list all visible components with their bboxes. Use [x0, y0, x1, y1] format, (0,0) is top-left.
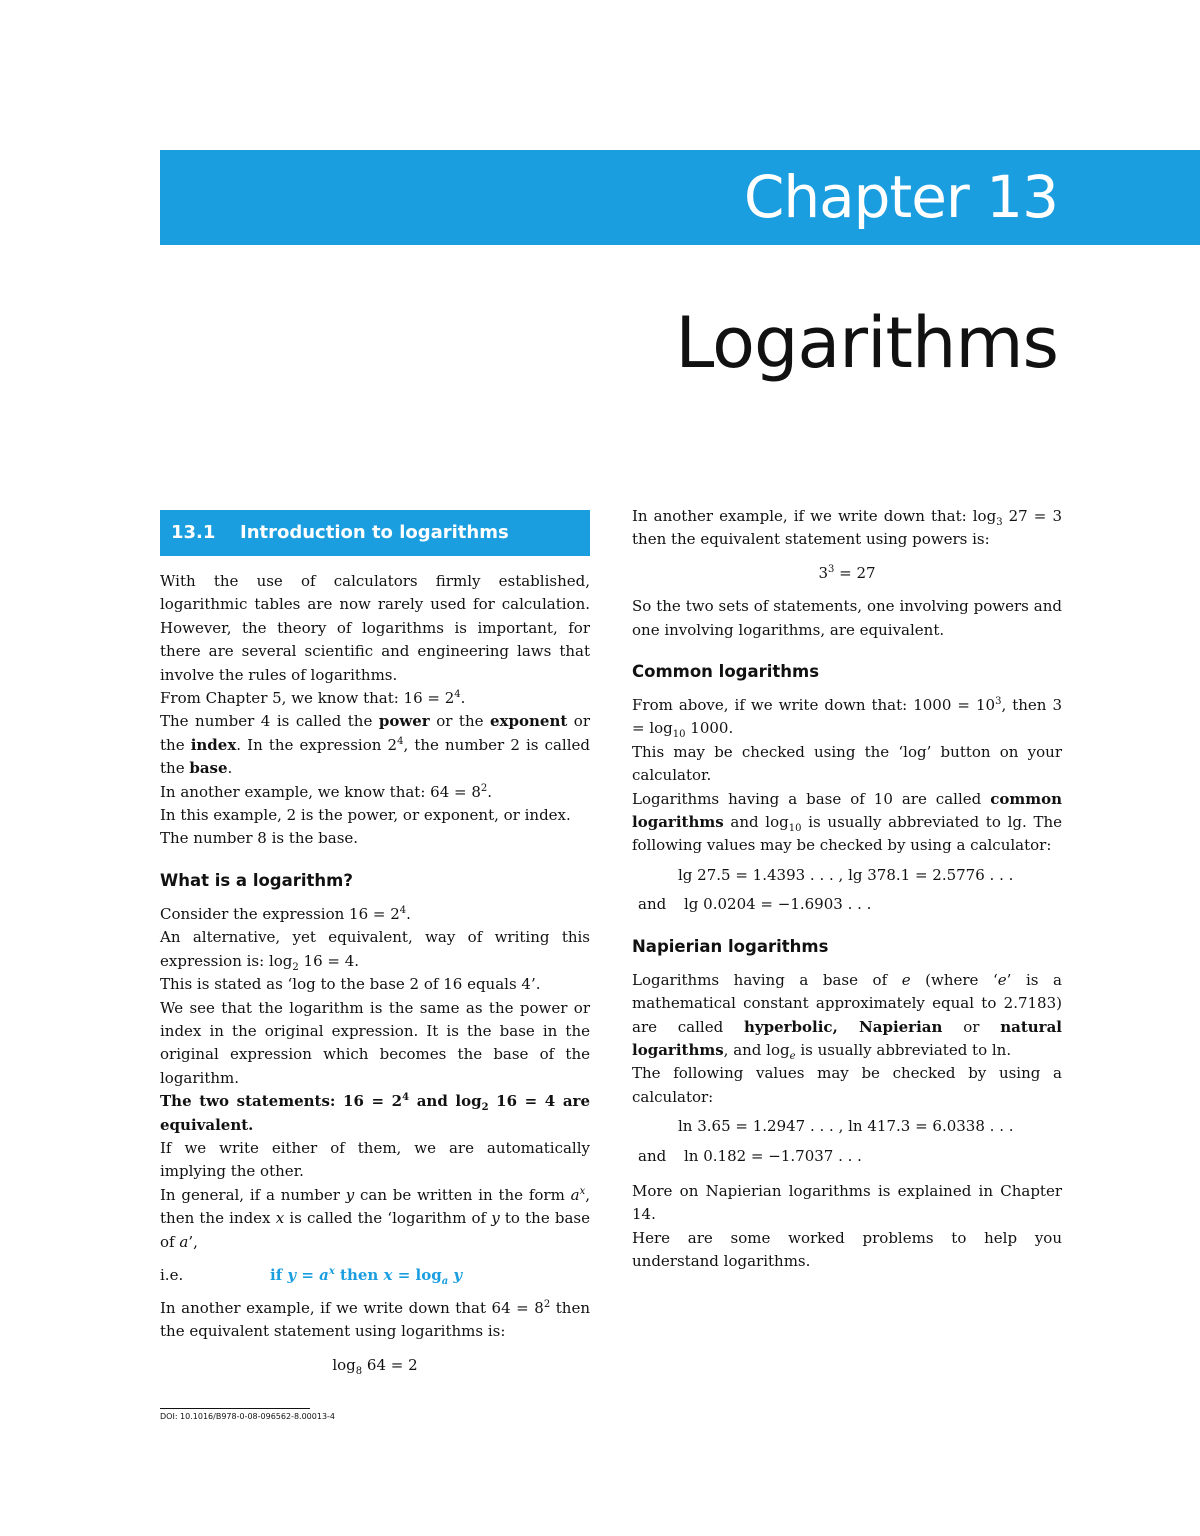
common-definition: Logarithms having a base of 10 are called common logarithms and $\log_{10}$ is usually abbreviated to lg. The following values may be checked by using a calculator:: [632, 789, 1062, 855]
napierian-logarithms-heading: Napierian logarithms: [632, 936, 829, 956]
chapter-title: Logarithms: [675, 302, 1058, 384]
chapter-banner: [160, 150, 1200, 245]
ln-values-line1: ln 3.65 = 1.2947 . . . , ln 417.3 = 6.0338 . . .: [678, 1117, 1014, 1136]
example-explanation: In this example, 2 is the power, or exponent, or index.: [160, 806, 571, 825]
rule-line: [160, 1264, 590, 1287]
more-napierian: More on Napierian logarithms is explained in Chapter 14.: [632, 1181, 1062, 1224]
alternative-statement: An alternative, yet equivalent, way of writing this expression is: $\log_2 16 = 4$.: [160, 928, 590, 973]
equation-log8: $\log_8 64 = 2$: [332, 1355, 418, 1377]
doi-footnote: DOI: 10.1016/B978-0-08-096562-8.00013-4: [160, 1412, 336, 1421]
section-number: 13.1: [171, 522, 216, 543]
example-64: In another example, we know that: $64 = 8^2$.: [160, 782, 493, 801]
general-definition: In general, if a number y can be written in the form $a^x$, then the index x is called the ‘logarithm of y to the base of a’,: [160, 1185, 590, 1251]
what-is-logarithm-heading: What is a logarithm?: [160, 870, 353, 890]
ln-values-line2: and ln 0.182 = −1.7037 . . .: [638, 1146, 862, 1165]
lg-values-line1: lg 27.5 = 1.4393 . . . , lg 378.1 = 2.5776 . . .: [678, 865, 1014, 884]
worked-problems-intro: Here are some worked problems to help you understand logarithms.: [632, 1228, 1062, 1271]
chapter5-statement: From Chapter 5, we know that: $16 = 2^4$.: [160, 689, 466, 708]
ie-label: i.e.: [160, 1265, 184, 1284]
napierian-definition: Logarithms having a base of e (where ‘e’ is a mathematical constant approximately equal to 2.7183) are called hyperbolic, Napierian or natural logarithms, and $\log_e$ is usually abbreviated to ln.: [632, 970, 1062, 1062]
right-column: [632, 505, 1062, 1274]
chapter-label: Chapter 13: [743, 163, 1058, 231]
section-heading: [160, 510, 590, 556]
equivalence-statement: The two statements: $16 = 2^4$ and $\log_2 16 = 4$ are equivalent.: [160, 1092, 590, 1134]
power-definition: The number 4 is called the power or the exponent or the index. In the expression $2^4$, the number 2 is called the base.: [160, 712, 591, 778]
lg-values-line2: and lg 0.0204 = −1.6903 . . .: [638, 895, 872, 914]
equation-3-cubed: $3^3 = 27$: [818, 563, 876, 582]
stated-as: This is stated as ‘log to the base 2 of 16 equals 4’.: [160, 975, 541, 994]
left-column: [160, 570, 590, 1387]
calculator-check: This may be checked using the ‘log’ button on your calculator.: [632, 742, 1062, 785]
we-see-paragraph: We see that the logarithm is the same as the power or index in the original expression. It is the base in the original expression which becomes the base of the logarithm.: [160, 998, 590, 1087]
consider-statement: Consider the expression $16 = 2^4$.: [160, 904, 411, 923]
another-example-logs: In another example, if we write down that $64 = 8^2$ then the equivalent statement using logarithms is:: [160, 1298, 591, 1341]
another-example-powers: In another example, if we write down that: $\log_3 27 = 3$ then the equivalent statement using powers is:: [632, 507, 1062, 549]
either-statement: If we write either of them, we are automatically implying the other.: [160, 1138, 590, 1181]
common-logarithms-heading: Common logarithms: [632, 662, 820, 682]
intro-paragraph: With the use of calculators firmly established, logarithmic tables are now rarely used for calculation. However, the theory of logarithms is important, for there are several scientific and engineering laws that involve the rules of logarithms.: [160, 572, 590, 684]
from-above-statement: From above, if we write down that: $1000 = 10^3$, then $3 = \log_{10} 1000$.: [632, 696, 1062, 741]
footnote-divider: [160, 1408, 310, 1409]
section-title: Introduction to logarithms: [240, 522, 509, 543]
two-sets-statement: So the two sets of statements, one involving powers and one involving logarithms, are equivalent.: [632, 597, 1062, 639]
base-statement: The number 8 is the base.: [160, 829, 359, 848]
following-values: The following values may be checked by using a calculator:: [632, 1064, 1062, 1106]
logarithm-rule: if $y = a^x$ then $x = \log_a y$: [270, 1265, 463, 1287]
